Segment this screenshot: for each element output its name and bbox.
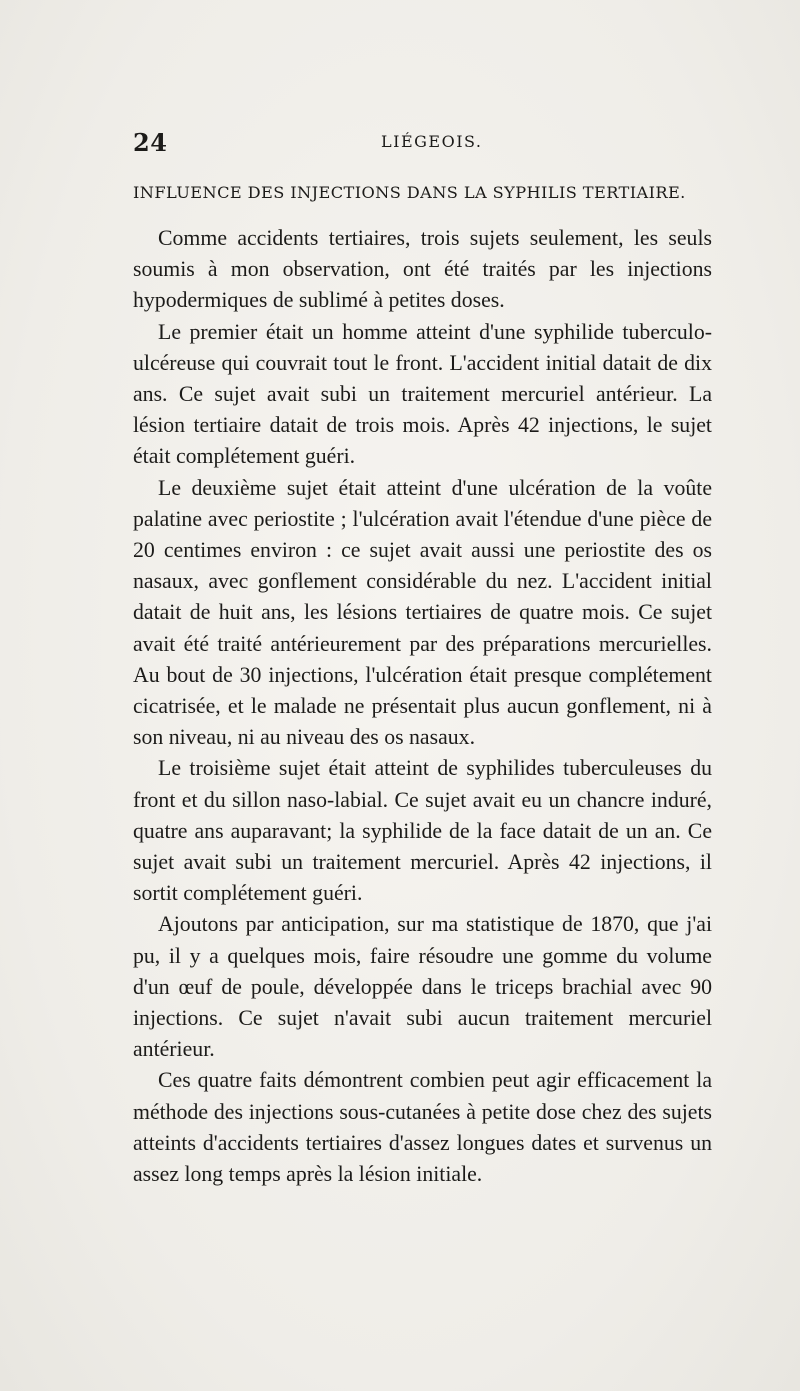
paragraph-6: Ces quatre faits démontrent combien peut agir efficacement la méthode des injections sous-cutanées à petite dose chez des sujets atteints d'accidents tertiaires d'assez longues dates et survenus un assez long temps après la lésion initiale. <box>133 1068 712 1187</box>
page-number: 24 <box>133 128 168 157</box>
paragraph-5: Ajoutons par anticipation, sur ma statistique de 1870, que j'ai pu, il y a quelques mois, faire résoudre une gomme du volume d'un œuf de poule, développée dans le triceps brachial avec 90 injections. Ce sujet n'avait subi aucun traitement mercuriel antérieur. <box>133 912 712 1062</box>
paragraph-4: Le troisième sujet était atteint de syphilides tuberculeuses du front et du sillon naso-labial. Ce sujet avait eu un chancre induré, quatre ans auparavant; la syphilide de la face datait de un an. Ce sujet avait subi un traitement mercuriel. Après 42 injections, il sortit complétement guéri. <box>133 756 712 906</box>
section-heading: INFLUENCE DES INJECTIONS DANS LA SYPHILIS TERTIAIRE. <box>133 183 686 202</box>
paragraph-2: Le premier était un homme atteint d'une syphilide tuberculo-ulcéreuse qui couvrait tout le front. L'accident initial datait de dix ans. Ce sujet avait subi un traitement mercuriel antérieur. La lésion tertiaire datait de trois mois. Après 42 injections, le sujet était complétement guéri. <box>133 319 712 469</box>
paragraph-1: Comme accidents tertiaires, trois sujets seulement, les seuls soumis à mon observation, ont été traités par les injections hypodermiques de sublimé à petites doses. <box>133 226 712 313</box>
running-head <box>133 128 700 157</box>
paragraph-3: Le deuxième sujet était atteint d'une ulcération de la voûte palatine avec periostite ; l'ulcération avait l'étendue d'une pièce de 20 centimes environ : ce sujet avait aussi une periostite des os nasaux, avec gonflement considérable du nez. L'accident initial datait de huit ans, les lésions tertiaires de quatre mois. Ce sujet avait été traité antérieurement par des préparations mercurielles. Au bout de 30 injections, l'ulcération était presque complétement cicatrisée, et le malade ne présentait plus aucun gonflement, ni à son niveau, ni au niveau des os nasaux. <box>133 475 712 750</box>
body-text <box>133 223 712 1263</box>
running-title: LIÉGEOIS. <box>381 132 483 151</box>
